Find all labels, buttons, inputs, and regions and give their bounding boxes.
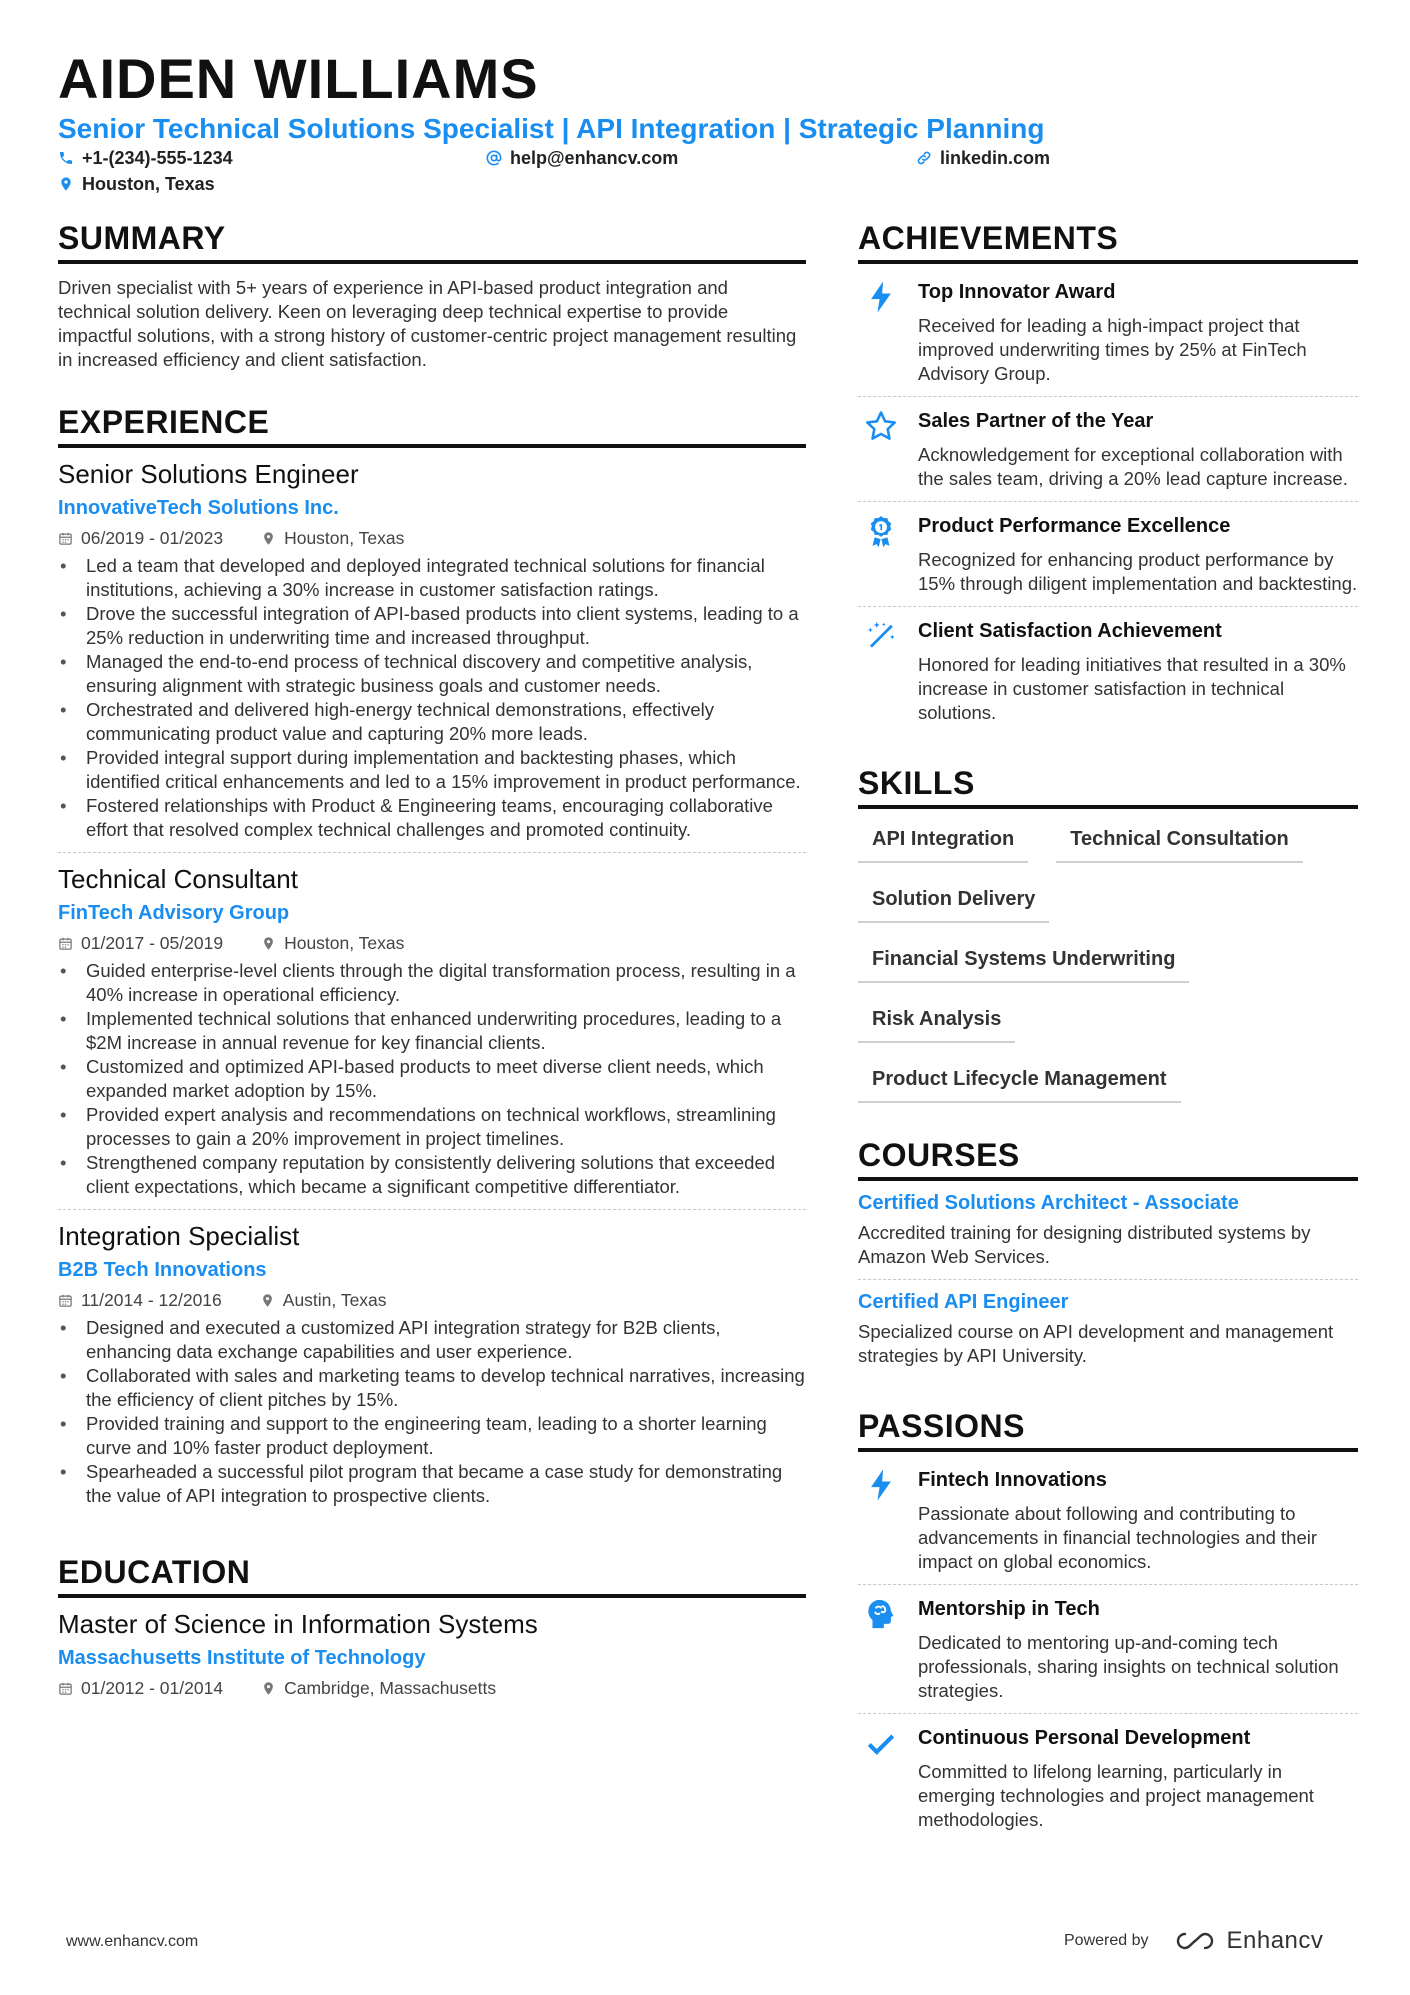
job-entry (58, 853, 806, 1210)
job-bullet: • Provided training and support to the engineering team, leading to a shorter learning curve and 10% faster product deployment. (58, 1412, 806, 1460)
job-bullet: • Led a team that developed and deployed integrated technical solutions for financial institutions, achieving a 30% increase in customer satisfaction ratings. (58, 554, 806, 602)
map-pin-icon (261, 1681, 276, 1696)
location-text: Houston, Texas (82, 174, 215, 194)
star-icon (864, 409, 898, 443)
contact-phone (58, 146, 233, 170)
passion-item (858, 1714, 1358, 1842)
job-company: B2B Tech Innovations (58, 1259, 267, 1281)
link-icon (916, 150, 932, 166)
head-brain-icon (864, 1597, 898, 1631)
achievement-item (858, 397, 1358, 502)
contact-email (486, 146, 678, 170)
experience-section (58, 402, 806, 1518)
skill-tag: API Integration (858, 819, 1028, 863)
calendar-icon (58, 1681, 73, 1696)
linkedin-text[interactable]: linkedin.com (940, 148, 1051, 168)
job-title: Integration Specialist (58, 1221, 300, 1251)
course-item (858, 1280, 1358, 1378)
education-meta (58, 1676, 806, 1700)
calendar-icon (58, 936, 73, 951)
achievements-heading: ACHIEVEMENTS (858, 218, 1358, 264)
job-meta (58, 526, 806, 550)
skills-list (858, 819, 1358, 1119)
summary-section (58, 218, 806, 372)
award-ribbon-icon (864, 514, 898, 548)
job-location: Houston, Texas (284, 933, 405, 953)
education-entry (58, 1598, 806, 1700)
job-bullet: • Provided integral support during implementation and backtesting phases, which identified critical enhancements and led to a 15% improvement in product performance. (58, 746, 806, 794)
job-bullets (58, 959, 806, 1199)
summary-text: Driven specialist with 5+ years of experience in API-based product integration and technical solution delivery. Keen on leveraging deep technical expertise to provide impactful solutions, with a strong history of customer-centric project management resulting in increased efficiency and client satisfaction. (58, 277, 797, 370)
contact-linkedin (916, 146, 1050, 170)
job-company: FinTech Advisory Group (58, 902, 290, 924)
contact-location (58, 172, 215, 196)
job-bullet: • Designed and executed a customized API integration strategy for B2B clients, enhancing data exchange capabilities and user experience. (58, 1316, 806, 1364)
education-dates: 01/2012 - 01/2014 (81, 1678, 224, 1698)
checkmark-icon (864, 1726, 898, 1760)
skill-tag: Solution Delivery (858, 879, 1049, 923)
skill-tag: Financial Systems Underwriting (858, 939, 1189, 983)
achievements-list (858, 268, 1358, 735)
job-title: Senior Solutions Engineer (58, 459, 359, 489)
job-entry (58, 1210, 806, 1518)
skill-tag: Risk Analysis (858, 999, 1015, 1043)
achievements-section (858, 218, 1358, 735)
achievement-desc: Honored for leading initiatives that resulted in a 30% increase in customer satisfaction in technical solutions. (918, 654, 1346, 723)
lightning-icon (864, 280, 898, 314)
job-bullet: • Guided enterprise-level clients through the digital transformation process, resulting in a 40% increase in operational efficiency. (58, 959, 806, 1007)
job-meta (58, 1288, 806, 1312)
calendar-icon (58, 531, 73, 546)
achievement-desc: Recognized for enhancing product performance by 15% through diligent implementation and backtesting. (918, 549, 1358, 594)
candidate-headline: Senior Technical Solutions Specialist | API Integration | Strategic Planning (58, 113, 1045, 144)
achievement-desc: Received for leading a high-impact project that improved underwriting times by 25% at FinTech Advisory Group. (918, 315, 1307, 384)
passion-title: Mentorship in Tech (918, 1598, 1100, 1620)
courses-heading: COURSES (858, 1135, 1358, 1181)
course-title: Certified API Engineer (858, 1291, 1069, 1313)
job-bullet: • Collaborated with sales and marketing teams to develop technical narratives, increasing the efficiency of client pitches by 15%. (58, 1364, 806, 1412)
passions-list (858, 1456, 1358, 1842)
map-pin-icon (261, 531, 276, 546)
enhancv-logo-icon (1173, 1929, 1217, 1953)
passion-desc: Dedicated to mentoring up-and-coming tech professionals, sharing insights on technical solution strategies. (918, 1632, 1339, 1701)
job-company: InnovativeTech Solutions Inc. (58, 497, 339, 519)
footer-branding (1064, 1926, 1323, 1956)
job-dates: 11/2014 - 12/2016 (81, 1290, 222, 1310)
job-bullet: • Strengthened company reputation by consistently delivering solutions that exceeded client expectations, which became a significant competitive differentiator. (58, 1151, 806, 1199)
left-column (58, 218, 806, 1700)
skill-tag: Technical Consultation (1056, 819, 1303, 863)
course-item (858, 1181, 1358, 1280)
achievement-desc: Acknowledgement for exceptional collaboration with the sales team, driving a 20% lead capture increase. (918, 444, 1348, 489)
job-meta (58, 931, 806, 955)
phone-icon (58, 150, 74, 166)
job-bullet: • Provided expert analysis and recommendations on technical workflows, streamlining processes to gain a 20% improvement in project timelines. (58, 1103, 806, 1151)
job-dates: 06/2019 - 01/2023 (81, 528, 224, 548)
job-bullet: • Customized and optimized API-based products to meet diverse client needs, which expanded market adoption by 15%. (58, 1055, 806, 1103)
course-desc: Accredited training for designing distributed systems by Amazon Web Services. (858, 1222, 1311, 1267)
job-bullet: • Drove the successful integration of API-based products into client systems, leading to a 25% reduction in underwriting time and increased throughput. (58, 602, 806, 650)
email-text[interactable]: help@enhancv.com (510, 148, 679, 168)
candidate-name: AIDEN WILLIAMS (58, 47, 539, 110)
achievement-item (858, 502, 1358, 607)
phone-text[interactable]: +1-(234)-555-1234 (82, 148, 233, 168)
right-column (858, 218, 1358, 1842)
education-heading: EDUCATION (58, 1552, 806, 1598)
skill-tag: Product Lifecycle Management (858, 1059, 1181, 1103)
job-dates: 01/2017 - 05/2019 (81, 933, 224, 953)
passion-desc: Passionate about following and contributing to advancements in financial technologies and their impact on global economics. (918, 1503, 1318, 1572)
job-title: Technical Consultant (58, 864, 298, 894)
experience-heading: EXPERIENCE (58, 402, 806, 448)
job-bullets (58, 1316, 806, 1508)
achievement-item (858, 268, 1358, 397)
courses-section (858, 1135, 1358, 1378)
at-sign-icon (486, 150, 502, 166)
skills-section (858, 763, 1358, 1119)
passion-item (858, 1585, 1358, 1714)
job-location: Houston, Texas (284, 528, 405, 548)
brand-name: Enhancv (1226, 1927, 1324, 1954)
education-section (58, 1552, 806, 1700)
job-bullet: • Orchestrated and delivered high-energy technical demonstrations, effectively communicating product value and capturing 20% more leads. (58, 698, 806, 746)
course-desc: Specialized course on API development and management strategies by API University. (858, 1321, 1334, 1366)
lightning-icon (864, 1468, 898, 1502)
job-location: Austin, Texas (282, 1290, 387, 1310)
degree-title: Master of Science in Information Systems (58, 1609, 538, 1639)
passion-title: Fintech Innovations (918, 1469, 1107, 1491)
footer-website[interactable]: www.enhancv.com (66, 1933, 199, 1950)
passion-item (858, 1456, 1358, 1585)
brand-logo[interactable] (1173, 1926, 1324, 1956)
achievement-item (858, 607, 1358, 735)
calendar-icon (58, 1293, 73, 1308)
achievement-title: Client Satisfaction Achievement (918, 620, 1222, 642)
magic-wand-icon (864, 619, 898, 653)
education-location: Cambridge, Massachusetts (284, 1678, 497, 1698)
summary-heading: SUMMARY (58, 218, 806, 264)
map-pin-icon (260, 1293, 275, 1308)
job-entry (58, 448, 806, 853)
powered-by-label: Powered by (1064, 1932, 1149, 1949)
job-bullet: • Spearheaded a successful pilot program that became a case study for demonstrating the value of API integration to prospective clients. (58, 1460, 806, 1508)
map-pin-icon (58, 176, 74, 192)
achievement-title: Product Performance Excellence (918, 515, 1231, 537)
passion-desc: Committed to lifelong learning, particularly in emerging technologies and project management methodologies. (918, 1761, 1314, 1830)
job-bullet: • Managed the end-to-end process of technical discovery and competitive analysis, ensuring alignment with strategic business goals and customer needs. (58, 650, 806, 698)
passions-heading: PASSIONS (858, 1406, 1358, 1452)
job-bullet: • Fostered relationships with Product & Engineering teams, encouraging collaborative effort that resolved complex technical challenges and promoted continuity. (58, 794, 806, 842)
school-name: Massachusetts Institute of Technology (58, 1647, 426, 1669)
map-pin-icon (261, 936, 276, 951)
passion-title: Continuous Personal Development (918, 1727, 1251, 1749)
job-bullets (58, 554, 806, 842)
passions-section (858, 1406, 1358, 1842)
job-bullet: • Implemented technical solutions that enhanced underwriting procedures, leading to a $2M increase in annual revenue for key financial clients. (58, 1007, 806, 1055)
achievement-title: Sales Partner of the Year (918, 410, 1154, 432)
course-title: Certified Solutions Architect - Associate (858, 1192, 1239, 1214)
skills-heading: SKILLS (858, 763, 1358, 809)
achievement-title: Top Innovator Award (918, 281, 1116, 303)
